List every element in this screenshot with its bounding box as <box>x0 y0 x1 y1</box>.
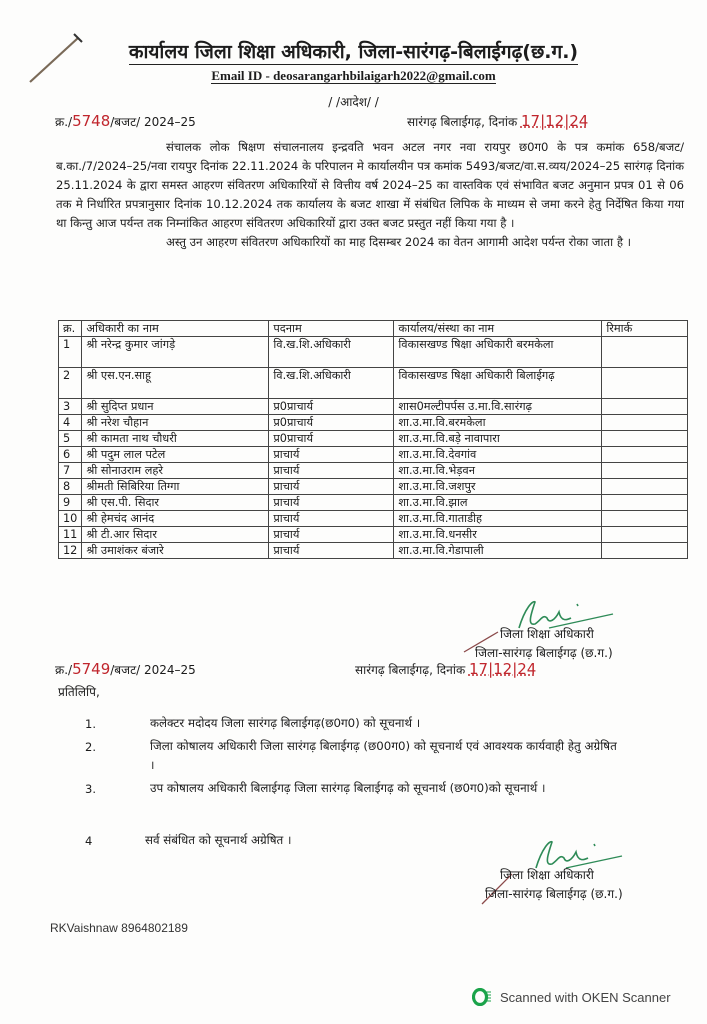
table-row <box>59 543 688 559</box>
row-serial: 10 <box>59 511 82 527</box>
row-officer-name: श्रीमती सिबिरिया तिग्गा <box>82 479 269 495</box>
signature-block-1 <box>475 625 613 663</box>
row-designation: प्राचार्य <box>269 447 394 463</box>
table-row <box>59 399 688 415</box>
table-row <box>59 527 688 543</box>
ref-number: 5748 <box>72 112 111 130</box>
row-officer-name: श्री हेमचंद आनंद <box>82 511 269 527</box>
signature-block-2 <box>485 866 623 904</box>
copy-item: जिला कोषालय अधिकारी जिला सारंगढ़ बिलाईगढ़ (छ00ग0) को सूचनार्थ एवं आवश्यक कार्यवाही हेतु अग्रेषित । <box>150 739 617 772</box>
row-officer-name: श्री नरेन्द्र कुमार जांगड़े <box>82 337 269 368</box>
row-remark <box>602 463 688 479</box>
row-office: शा.उ.मा.वि.देवगांव <box>394 447 602 463</box>
office-title: कार्यालय जिला शिक्षा अधिकारी, जिला-सारंगढ़-बिलाईगढ़(छ.ग.) <box>128 41 579 63</box>
copy-number: 4 <box>85 834 93 848</box>
header-name: अधिकारी का नाम <box>82 321 269 337</box>
row-office: विकासखण्ड षिक्षा अधिकारी बरमकेला <box>394 337 602 368</box>
row-remark <box>602 368 688 399</box>
row-remark <box>602 527 688 543</box>
header-office: कार्यालय/संस्था का नाम <box>394 321 602 337</box>
copy-number: 1. <box>85 717 96 731</box>
row-officer-name: श्री पदुम लाल पटेल <box>82 447 269 463</box>
table-row <box>59 368 688 399</box>
row-designation: प्राचार्य <box>269 495 394 511</box>
row-office: शा.उ.मा.वि.गेडापाली <box>394 543 602 559</box>
header-designation: पदनाम <box>269 321 394 337</box>
row-designation: प्राचार्य <box>269 543 394 559</box>
contact-info: RKVaishnaw 8964802189 <box>50 921 188 935</box>
table-row <box>59 415 688 431</box>
table-row <box>59 511 688 527</box>
paragraph-2: अस्तु उन आहरण संवितरण अधिकारियों का माह दिसम्बर 2024 का वेतन आगामी आदेश पर्यन्त रोका जाता है । <box>166 235 632 249</box>
row-officer-name: श्री कामता नाथ चौधरी <box>82 431 269 447</box>
row-remark <box>602 511 688 527</box>
reference-number-1 <box>55 112 196 130</box>
row-designation: प्र0प्राचार्य <box>269 431 394 447</box>
handwritten-date: 17|12|24 <box>468 660 537 678</box>
signatory-district: जिला-सारंगढ़ बिलाईगढ़ (छ.ग.) <box>475 646 613 660</box>
copy-item: सर्व संबंधित को सूचनार्थ अग्रेषित । <box>145 833 292 847</box>
row-designation: प्र0प्राचार्य <box>269 415 394 431</box>
header-serial: क्र. <box>59 321 82 337</box>
office-email: Email ID - deosarangarhbilaigarh2022@gmail.com <box>211 68 496 83</box>
row-serial: 4 <box>59 415 82 431</box>
row-designation: प्राचार्य <box>269 463 394 479</box>
copy-number: 3. <box>85 782 96 796</box>
row-designation: वि.ख.शि.अधिकारी <box>269 368 394 399</box>
row-serial: 11 <box>59 527 82 543</box>
table-row <box>59 447 688 463</box>
row-remark <box>602 495 688 511</box>
row-remark <box>602 399 688 415</box>
row-serial: 1 <box>59 337 82 368</box>
table-row <box>59 479 688 495</box>
signatory-title: जिला शिक्षा अधिकारी <box>500 868 594 882</box>
row-serial: 6 <box>59 447 82 463</box>
oken-scanner-logo-icon <box>472 988 492 1006</box>
row-remark <box>602 415 688 431</box>
row-office: शा.उ.मा.वि.झाल <box>394 495 602 511</box>
table-row <box>59 337 688 368</box>
row-office: शा.उ.मा.वि.धनसीर <box>394 527 602 543</box>
row-remark <box>602 337 688 368</box>
ref-suffix: /बजट/ 2024–25 <box>110 115 196 129</box>
handwritten-date: 17|12|24 <box>520 112 589 130</box>
officers-table <box>58 320 688 559</box>
ref-prefix: क्र./ <box>55 115 73 129</box>
place-date-label: सारंगढ़ बिलाईगढ़, दिनांक <box>407 115 518 129</box>
signatory-district: जिला-सारंगढ़ बिलाईगढ़ (छ.ग.) <box>485 887 623 901</box>
header-remark: रिमार्क <box>602 321 688 337</box>
place-date-label: सारंगढ़ बिलाईगढ़, दिनांक <box>355 663 466 677</box>
row-office: शा.उ.मा.वि.गाताडीह <box>394 511 602 527</box>
row-officer-name: श्री उमाशंकर बंजारे <box>82 543 269 559</box>
scanner-watermark <box>472 988 671 1006</box>
row-serial: 8 <box>59 479 82 495</box>
row-serial: 7 <box>59 463 82 479</box>
row-office: शा.उ.मा.वि.जशपुर <box>394 479 602 495</box>
row-designation: प्राचार्य <box>269 479 394 495</box>
body-text <box>56 138 684 252</box>
copy-item: उप कोषालय अधिकारी बिलाईगढ़ जिला सारंगढ़ बिलाईगढ़ को सूचनार्थ (छ0ग0)को सूचनार्थ । <box>150 781 546 795</box>
order-label: / /आदेश/ / <box>328 95 379 109</box>
ref-number: 5749 <box>72 660 111 678</box>
row-remark <box>602 447 688 463</box>
row-serial: 5 <box>59 431 82 447</box>
row-serial: 9 <box>59 495 82 511</box>
row-remark <box>602 479 688 495</box>
row-officer-name: श्री एस.पी. सिदार <box>82 495 269 511</box>
row-designation: वि.ख.शि.अधिकारी <box>269 337 394 368</box>
row-office: शा.उ.मा.वि.बरमकेला <box>394 415 602 431</box>
copy-number: 2. <box>85 740 96 754</box>
paragraph-1: संचालक लोक षिक्षण संचालनालय इन्द्रवति भवन अटल नगर नवा रायपुर छ0ग0 के पत्र कमांक 658/बजट/ब.का./7/2024–25/नवा रायपुर दिनांक 22.11.2024 के परिपालन मे कार्यालयीन पत्र कमांक 5493/बजट/वा.स.व्यय/2024–25 सारंगढ़ दिनांक 25.11.2024 के द्वारा समस्त आहरण संवितरण अधिकारियों से वित्तीय वर्ष 2024–25 का वास्तविक एवं संभावित बजट अनुमान प्रपत्र 01 से 06 तक मे निर्धारित प्रपत्रानुसार दिनांक 10.12.2024 तक कार्यालय के बजट शाखा में संबंधित लिपिक के माध्यम से जमा करने हेतु निर्देषित किया गया था किन्तु आज पर्यन्त तक निम्नांकित आहरण संवितरण अधिकारियों द्वारा उक्त बजट प्रस्तुत नहीं किया गया है । <box>56 140 684 230</box>
row-office: शास0मल्टीपर्पस उ.मा.वि.सारंगढ़ <box>394 399 602 415</box>
ref-suffix: /बजट/ 2024–25 <box>110 663 196 677</box>
table-row <box>59 463 688 479</box>
copy-label: प्रतिलिपि, <box>58 685 100 699</box>
row-officer-name: श्री सुदिप्त प्रधान <box>82 399 269 415</box>
table-row <box>59 431 688 447</box>
place-date-2 <box>355 660 536 678</box>
table-header-row <box>59 321 688 337</box>
row-serial: 12 <box>59 543 82 559</box>
row-serial: 2 <box>59 368 82 399</box>
row-remark <box>602 431 688 447</box>
row-officer-name: श्री एस.एन.साहू <box>82 368 269 399</box>
copy-item: कलेक्टर मदोदय जिला सारंगढ़ बिलाईगढ़(छ0ग0) को सूचनार्थ । <box>150 716 421 730</box>
row-designation: प्र0प्राचार्य <box>269 399 394 415</box>
row-officer-name: श्री टी.आर सिदार <box>82 527 269 543</box>
row-officer-name: श्री सोनाउराम लहरे <box>82 463 269 479</box>
row-designation: प्राचार्य <box>269 511 394 527</box>
scanner-label: Scanned with OKEN Scanner <box>500 989 671 1005</box>
row-designation: प्राचार्य <box>269 527 394 543</box>
row-office: शा.उ.मा.वि.बड़े नावापारा <box>394 431 602 447</box>
reference-number-2 <box>55 660 196 678</box>
table-row <box>59 495 688 511</box>
row-officer-name: श्री नरेश चौहान <box>82 415 269 431</box>
place-date-1 <box>407 112 588 130</box>
row-remark <box>602 543 688 559</box>
row-office: शा.उ.मा.वि.भेड़वन <box>394 463 602 479</box>
signatory-title: जिला शिक्षा अधिकारी <box>500 627 594 641</box>
row-office: विकासखण्ड षिक्षा अधिकारी बिलाईगढ़ <box>394 368 602 399</box>
row-serial: 3 <box>59 399 82 415</box>
ref-prefix: क्र./ <box>55 663 73 677</box>
